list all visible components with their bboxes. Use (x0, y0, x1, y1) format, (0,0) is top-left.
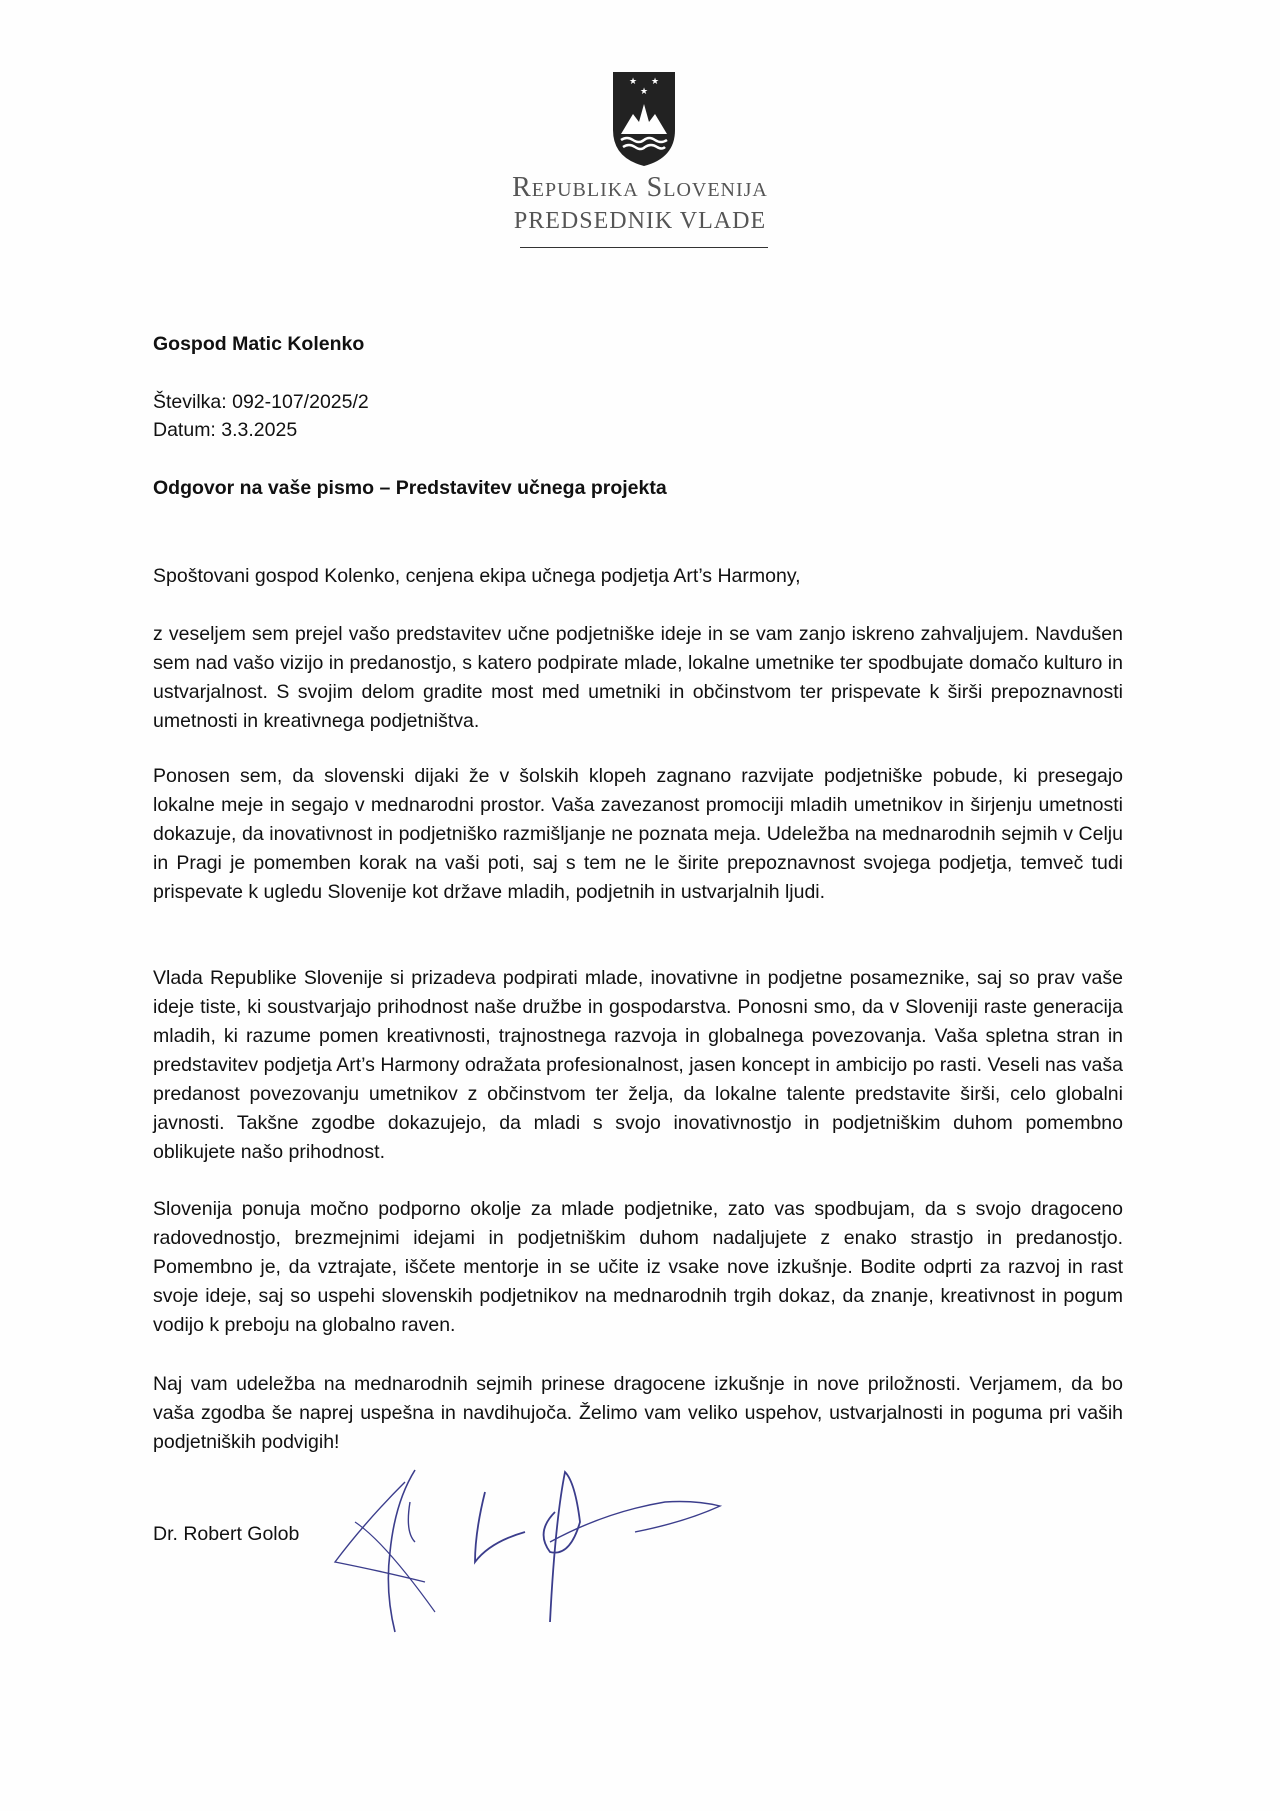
header-republic: Republika Slovenija (512, 172, 768, 203)
coat-of-arms-logo (609, 70, 679, 168)
svg-text:★: ★ (650, 77, 660, 87)
svg-text:★: ★ (639, 87, 649, 97)
header-office: PREDSEDNIK VLADE (513, 208, 767, 234)
reference-number: Številka: 092-107/2025/2 (153, 391, 369, 413)
paragraph-1: z veseljem sem prejel vašo predstavitev učne podjetniške ideje in se vam zanjo iskreno zahvaljujem. Navdušen sem nad vašo vizijo in predanostjo, s katero podpirate mlade, lokalne umetnike ter spodbujate domačo kulturo in ustvarjalnost. S svojim delom gradite most med umetniki in občinstvom ter prispevate k širši prepoznavnosti umetnosti in kreativnega podjetništva. (153, 623, 1123, 732)
paragraph-2: Ponosen sem, da slovenski dijaki že v šolskih klopeh zagnano razvijate podjetniške pobude, ki presegajo lokalne meje in segajo v mednarodni prostor. Vaša zavezanost promociji mladih umetnikov in širjenju umetnosti dokazuje, da inovativnost in podjetniško razmišljanje ne poznata meja. Udeležba na mednarodnih sejmih v Celju in Pragi je pomemben korak na vaši poti, saj s tem ne le širite prepoznavnost svojega podjetja, temveč tudi prispevate k ugledu Slovenije kot države mladih, podjetnih in ustvarjalnih ljudi. (153, 765, 1123, 903)
svg-text:★: ★ (628, 77, 638, 87)
letter-date: Datum: 3.3.2025 (153, 419, 298, 441)
letter-subject: Odgovor na vaše pismo – Predstavitev učnega projekta (153, 477, 667, 499)
paragraph-4: Slovenija ponuja močno podporno okolje za mlade podjetnike, zato vas spodbujam, da s svojo dragoceno radovednostjo, brezmejnimi idejami in podjetniškim duhom nadaljujete z enako strastjo in predanostjo. Pomembno je, da vztrajate, iščete mentorje in se učite iz vsake nove izkušnje. Bodite odprti za razvoj in rast svoje ideje, saj so uspehi slovenskih podjetnikov na mednarodnih trgih dokaz, da znanje, kreativnost in pogum vodijo k preboju na globalno raven. (153, 1198, 1123, 1336)
handwritten-signature (325, 1462, 745, 1652)
header-divider (520, 247, 768, 248)
paragraph-3: Vlada Republike Slovenije si prizadeva podpirati mlade, inovativne in podjetne posameznike, saj so prav vaše ideje tiste, ki soustvarjajo prihodnost naše družbe in gospodarstva. Ponosni smo, da v Sloveniji raste generacija mladih, ki razume pomen kreativnosti, trajnostnega razvoja in globalnega povezovanja. Vaša spletna stran in predstavitev podjetja Art’s Harmony odražata profesionalnost, jasen koncept in ambicijo po rasti. Veseli nas vaša predanost povezovanju umetnikov z občinstvom ter želja, da lokalne talente predstavite širši, celo globalni javnosti. Takšne zgodbe dokazujejo, da mladi s svojo inovativnostjo in podjetniškim duhom pomembno oblikujete našo prihodnost. (153, 967, 1123, 1163)
signatory-name: Dr. Robert Golob (153, 1523, 300, 1545)
paragraph-5: Naj vam udeležba na mednarodnih sejmih prinese dragocene izkušnje in nove priložnosti. Verjamem, da bo vaša zgodba še naprej uspešna in navdihujoča. Želimo vam veliko uspehov, ustvarjalnosti in poguma pri vaših podjetniških podvigih! (153, 1373, 1123, 1453)
salutation: Spoštovani gospod Kolenko, cenjena ekipa učnega podjetja Art’s Harmony, (153, 565, 801, 587)
recipient-name: Gospod Matic Kolenko (153, 333, 365, 355)
